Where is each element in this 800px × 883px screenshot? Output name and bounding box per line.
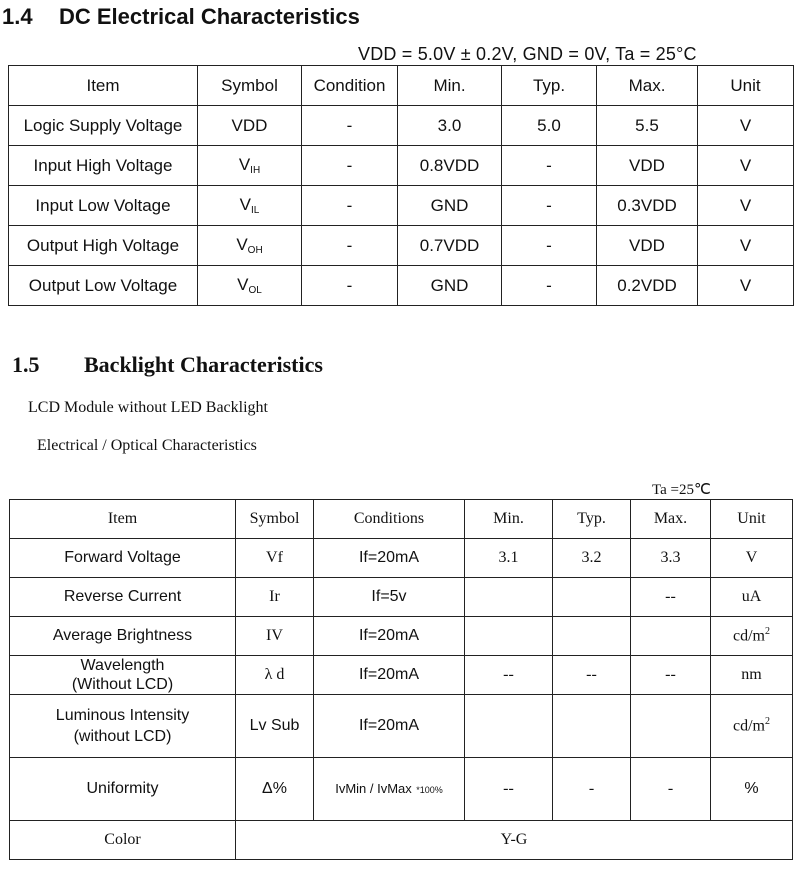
item-cell: Input Low Voltage: [9, 186, 198, 226]
header-unit: Unit: [698, 66, 794, 106]
min-cell: 3.1: [465, 539, 553, 578]
table-row: [9, 266, 794, 306]
item-cell: Reverse Current: [10, 578, 236, 617]
max-cell: 0.3VDD: [597, 186, 698, 226]
header-min: Min.: [398, 66, 502, 106]
table-row: [9, 226, 794, 266]
typ-cell: [553, 578, 631, 617]
header-item: Item: [9, 66, 198, 106]
max-cell: VDD: [597, 146, 698, 186]
typ-cell: [553, 617, 631, 656]
unit-cell: nm: [711, 656, 793, 695]
symbol-text: V: [237, 275, 249, 294]
table-row: [10, 617, 793, 656]
item-cell: Uniformity: [10, 758, 236, 821]
header-max: Max.: [631, 500, 711, 539]
typ-cell: 5.0: [502, 106, 597, 146]
condition-cell: -: [302, 106, 398, 146]
item-line-1: Wavelength: [80, 657, 165, 674]
symbol-cell: Ir: [236, 578, 314, 617]
min-cell: [465, 617, 553, 656]
min-cell: --: [465, 758, 553, 821]
symbol-cell: IV: [236, 617, 314, 656]
header-conditions: Conditions: [314, 500, 465, 539]
symbol-cell: [198, 186, 302, 226]
symbol-cell: [198, 106, 302, 146]
table-header-row: [9, 66, 794, 106]
typ-cell: 3.2: [553, 539, 631, 578]
section-number: 1.5: [12, 352, 40, 377]
table-row: [9, 146, 794, 186]
min-cell: GND: [398, 186, 502, 226]
section-1-5-heading: [12, 352, 323, 378]
symbol-subscript: OL: [248, 285, 262, 296]
symbol-cell: [198, 146, 302, 186]
symbol-text: VDD: [231, 115, 268, 135]
section-number: 1.4: [2, 4, 33, 29]
symbol-text: V: [236, 235, 248, 254]
characteristics-subtitle: Electrical / Optical Characteristics: [37, 437, 257, 454]
item-cell: [10, 695, 236, 758]
condition-cell: -: [302, 266, 398, 306]
item-line-1: Luminous Intensity: [55, 707, 190, 724]
symbol-subscript: OH: [247, 245, 263, 256]
symbol-cell: Lv Sub: [236, 695, 314, 758]
table-row: [10, 578, 793, 617]
condition-cell: If=5v: [314, 578, 465, 617]
condition-cell: If=20mA: [314, 695, 465, 758]
item-cell: [10, 656, 236, 695]
item-cell: Logic Supply Voltage: [9, 106, 198, 146]
color-value-cell: Y-G: [236, 821, 793, 860]
section-title: DC Electrical Characteristics: [59, 4, 360, 29]
min-cell: 0.7VDD: [398, 226, 502, 266]
table-row: [10, 758, 793, 821]
typ-cell: -: [502, 226, 597, 266]
item-cell: Output Low Voltage: [9, 266, 198, 306]
table-header-row: [10, 500, 793, 539]
symbol-cell: [198, 226, 302, 266]
unit-text: cd/m: [733, 717, 765, 735]
max-cell: [631, 617, 711, 656]
item-cell: Input High Voltage: [9, 146, 198, 186]
unit-text: cd/m: [733, 627, 765, 645]
max-cell: 5.5: [597, 106, 698, 146]
header-item: Item: [10, 500, 236, 539]
header-unit: Unit: [711, 500, 793, 539]
section-1-4-heading: [0, 4, 360, 30]
dc-characteristics-table: [8, 65, 794, 306]
item-line-2: (Without LCD): [71, 676, 174, 693]
typ-cell: -: [553, 758, 631, 821]
unit-cell: V: [698, 266, 794, 306]
unit-cell: V: [698, 186, 794, 226]
unit-cell: V: [698, 146, 794, 186]
min-cell: 3.0: [398, 106, 502, 146]
header-condition: Condition: [302, 66, 398, 106]
min-cell: [465, 695, 553, 758]
max-cell: VDD: [597, 226, 698, 266]
header-symbol: Symbol: [236, 500, 314, 539]
table-row: [9, 106, 794, 146]
typ-cell: -: [502, 146, 597, 186]
symbol-cell: Vf: [236, 539, 314, 578]
backlight-ambient-temp: Ta =25℃: [652, 482, 711, 498]
typ-cell: -: [502, 186, 597, 226]
unit-cell: V: [698, 226, 794, 266]
backlight-characteristics-table: [9, 499, 793, 860]
module-subtitle: LCD Module without LED Backlight: [28, 399, 268, 416]
unit-cell: [711, 695, 793, 758]
header-typ: Typ.: [502, 66, 597, 106]
condition-cell: -: [302, 146, 398, 186]
min-cell: --: [465, 656, 553, 695]
dc-test-conditions: VDD = 5.0V ± 0.2V, GND = 0V, Ta = 25°C: [358, 44, 697, 64]
table-row: [10, 821, 793, 860]
unit-superscript: 2: [765, 716, 770, 728]
symbol-cell: Δ%: [236, 758, 314, 821]
unit-cell: [711, 617, 793, 656]
item-cell: Forward Voltage: [10, 539, 236, 578]
header-typ: Typ.: [553, 500, 631, 539]
max-cell: 3.3: [631, 539, 711, 578]
header-max: Max.: [597, 66, 698, 106]
min-cell: 0.8VDD: [398, 146, 502, 186]
table-row: [10, 656, 793, 695]
symbol-subscript: IL: [251, 205, 260, 216]
unit-cell: V: [698, 106, 794, 146]
typ-cell: --: [553, 656, 631, 695]
item-cell: Output High Voltage: [9, 226, 198, 266]
section-title: Backlight Characteristics: [84, 352, 323, 377]
item-cell: Color: [10, 821, 236, 860]
min-cell: [465, 578, 553, 617]
max-cell: [631, 695, 711, 758]
header-min: Min.: [465, 500, 553, 539]
item-cell: Average Brightness: [10, 617, 236, 656]
symbol-cell: [198, 266, 302, 306]
table-row: [10, 539, 793, 578]
unit-superscript: 2: [765, 626, 770, 638]
condition-cell: -: [302, 186, 398, 226]
symbol-text: V: [238, 155, 251, 174]
condition-multiplier: *100%: [416, 785, 443, 795]
unit-cell: uA: [711, 578, 793, 617]
max-cell: -: [631, 758, 711, 821]
typ-cell: -: [502, 266, 597, 306]
unit-cell: V: [711, 539, 793, 578]
max-cell: --: [631, 578, 711, 617]
table-row: [9, 186, 794, 226]
typ-cell: [553, 695, 631, 758]
condition-cell: If=20mA: [314, 617, 465, 656]
max-cell: 0.2VDD: [597, 266, 698, 306]
condition-cell: [314, 758, 465, 821]
condition-cell: -: [302, 226, 398, 266]
max-cell: --: [631, 656, 711, 695]
table-row: [10, 695, 793, 758]
condition-formula: IvMin / IvMax: [335, 781, 412, 796]
symbol-subscript: IH: [250, 165, 261, 176]
condition-cell: If=20mA: [314, 656, 465, 695]
header-symbol: Symbol: [198, 66, 302, 106]
item-line-2: (without LCD): [73, 728, 172, 745]
unit-cell: %: [711, 758, 793, 821]
min-cell: GND: [398, 266, 502, 306]
symbol-text: V: [239, 195, 251, 214]
symbol-cell: λ d: [236, 656, 314, 695]
condition-cell: If=20mA: [314, 539, 465, 578]
